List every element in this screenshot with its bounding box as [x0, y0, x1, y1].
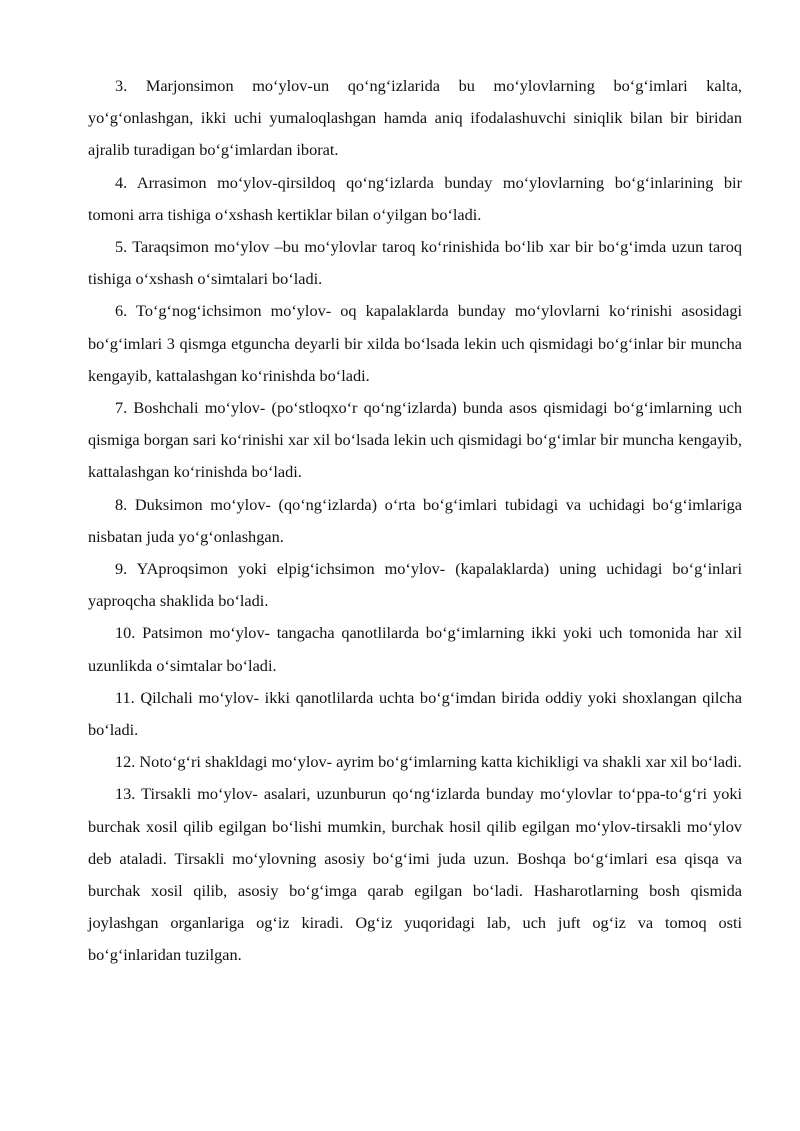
paragraph-item-9: 9. YAproqsimon yoki elpig‘ichsimon mo‘ylov- (kapalaklarda) uning uchidagi bo‘g‘inlari yaproqcha shaklida bo‘ladi. [88, 559, 742, 611]
paragraph-item-6: 6. To‘g‘nog‘ichsimon mo‘ylov- oq kapalaklarda bunday mo‘ylovlarni ko‘rinishi asosidagi bo‘g‘imlari 3 qismga etguncha deyarli bir xilda bo‘lsada lekin uch qismidagi bo‘g‘inlar bir muncha kengayib, kattalashgan ko‘rinishda bo‘ladi. [88, 301, 742, 385]
document-page [88, 70, 742, 972]
paragraph-item-5: 5. Taraqsimon mo‘ylov –bu mo‘ylovlar taroq ko‘rinishida bo‘lib xar bir bo‘g‘imda uzun taroq tishiga o‘xshash o‘simtalari bo‘ladi. [88, 237, 742, 289]
paragraph-item-7: 7. Boshchali mo‘ylov- (po‘stloqxo‘r qo‘ng‘izlarda) bunda asos qismidagi bo‘g‘imlarning uch qismiga borgan sari ko‘rinishi xar xil bo‘lsada lekin uch qismidagi bo‘g‘imlar bir muncha kengayib, kattalashgan ko‘rinishda bo‘ladi. [88, 398, 742, 482]
paragraph-item-3: 3. Marjonsimon mo‘ylov-un qo‘ng‘izlarida bu mo‘ylovlarning bo‘g‘imlari kalta, yo‘g‘onlashgan, ikki uchi yumaloqlashgan hamda aniq ifodalashuvchi siniqlik bilan bir biridan ajralib turadigan bo‘g‘imlardan iborat. [88, 76, 742, 160]
paragraph-item-8: 8. Duksimon mo‘ylov- (qo‘ng‘izlarda) o‘rta bo‘g‘imlari tubidagi va uchidagi bo‘g‘imlariga nisbatan juda yo‘g‘onlashgan. [88, 494, 742, 546]
paragraph-item-13: 13. Tirsakli mo‘ylov- asalari, uzunburun qo‘ng‘izlarda bunday mo‘ylovlar to‘ppa-to‘g‘ri yoki burchak xosil qilib egilgan bo‘lishi mumkin, burchak hosil qilib egilgan mo‘ylov-tirsakli mo‘ylov deb ataladi. Tirsakli mo‘ylovning asosiy bo‘g‘imi juda uzun. Boshqa bo‘g‘imlari esa qisqa va burchak xosil qilib, asosiy bo‘g‘imga qarab egilgan bo‘ladi. Hasharotlarning bosh qismida joylashgan organlariga og‘iz kiradi. Og‘iz yuqoridagi lab, uch juft og‘iz va tomoq osti bo‘g‘inlaridan tuzilgan. [88, 784, 742, 965]
paragraph-item-11: 11. Qilchali mo‘ylov- ikki qanotlilarda uchta bo‘g‘imdan birida oddiy yoki shoxlangan qilcha bo‘ladi. [88, 687, 742, 740]
paragraph-item-4: 4. Arrasimon mo‘ylov-qirsildoq qo‘ng‘izlarda bunday mo‘ylovlarning bo‘g‘inlarining bir tomoni arra tishiga o‘xshash kertiklar bilan o‘yilgan bo‘ladi. [88, 172, 742, 224]
paragraph-item-12: 12. Noto‘g‘ri shakldagi mo‘ylov- ayrim bo‘g‘imlarning katta kichikligi va shakli xar xil bo‘ladi. [115, 752, 742, 772]
paragraph-item-10: 10. Patsimon mo‘ylov- tangacha qanotlilarda bo‘g‘imlarning ikki yoki uch tomonida har xil uzunlikda o‘simtalar bo‘ladi. [88, 623, 742, 675]
